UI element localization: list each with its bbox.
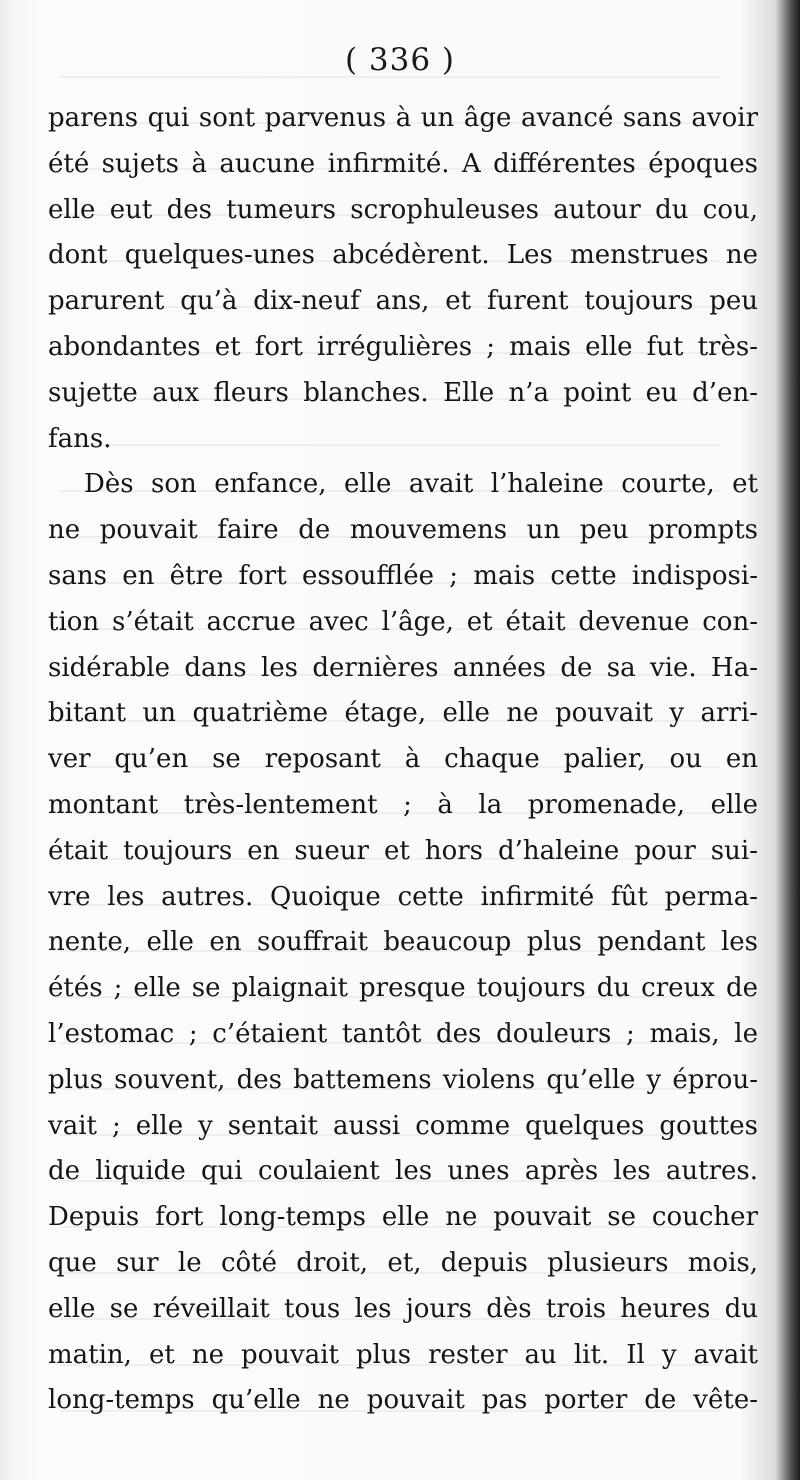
text-line: sans en être fort essoufflée ; mais cette indisposi-	[48, 560, 758, 591]
text-line: nente, elle en souffrait beaucoup plus pendant les	[48, 927, 758, 958]
text-line: elle se réveillait tous les jours dès trois heures du	[48, 1293, 758, 1324]
text-line: elle eut des tumeurs scrophuleuses autour du cou,	[48, 194, 758, 225]
text-line: Dès son enfance, elle avait l’haleine courte, et	[84, 469, 758, 500]
text-line: plus souvent, des battemens violens qu’elle y éprou-	[48, 1064, 758, 1095]
text-line: ne pouvait faire de mouvemens un peu prompts	[48, 515, 758, 546]
text-line: vre les autres. Quoique cette infirmité fût perma-	[48, 881, 758, 912]
paragraph	[48, 462, 758, 1424]
text-line: matin, et ne pouvait plus rester au lit. Il y avait	[48, 1339, 758, 1370]
text-line: parurent qu’à dix-neuf ans, et furent toujours peu	[48, 286, 758, 317]
text-line: l’estomac ; c’étaient tantôt des douleurs ; mais, le	[48, 1018, 758, 1049]
text-line: bitant un quatrième étage, elle ne pouvait y arri-	[48, 698, 758, 729]
text-line: dont quelques-unes abcédèrent. Les menstrues ne	[48, 240, 758, 271]
text-line: long-temps qu’elle ne pouvait pas porter de vête-	[48, 1385, 758, 1416]
text-line: abondantes et fort irrégulières ; mais elle fut très-	[48, 331, 758, 362]
text-line: vait ; elle y sentait aussi comme quelques gouttes	[48, 1110, 758, 1141]
text-line: était toujours en sueur et hors d’haleine pour sui-	[48, 835, 758, 866]
text-line: montant très-lentement ; à la promenade, elle	[48, 789, 758, 820]
text-line: parens qui sont parvenus à un âge avancé sans avoir	[48, 103, 758, 133]
paragraph	[48, 96, 758, 462]
text-line: tion s’était accrue avec l’âge, et était devenue con-	[48, 606, 758, 637]
text-line: que sur le côté droit, et, depuis plusieurs mois,	[48, 1247, 758, 1278]
text-line: de liquide qui coulaient les unes après les autres.	[48, 1156, 758, 1187]
text-line: ver qu’en se reposant à chaque palier, ou en	[48, 744, 758, 775]
text-line: sujette aux fleurs blanches. Elle n’a point eu d’en-	[48, 377, 758, 408]
text-line: étés ; elle se plaignait presque toujours du creux de	[48, 973, 758, 1004]
page-number: ( 336 )	[344, 42, 456, 78]
body-text	[48, 96, 758, 1424]
text-line: fans.	[48, 423, 112, 454]
text-line: sidérable dans les dernières années de sa vie. Ha-	[48, 652, 758, 683]
text-line: été sujets à aucune infirmité. A différentes époques	[48, 148, 758, 179]
text-line: Depuis fort long-temps elle ne pouvait se coucher	[48, 1202, 758, 1233]
